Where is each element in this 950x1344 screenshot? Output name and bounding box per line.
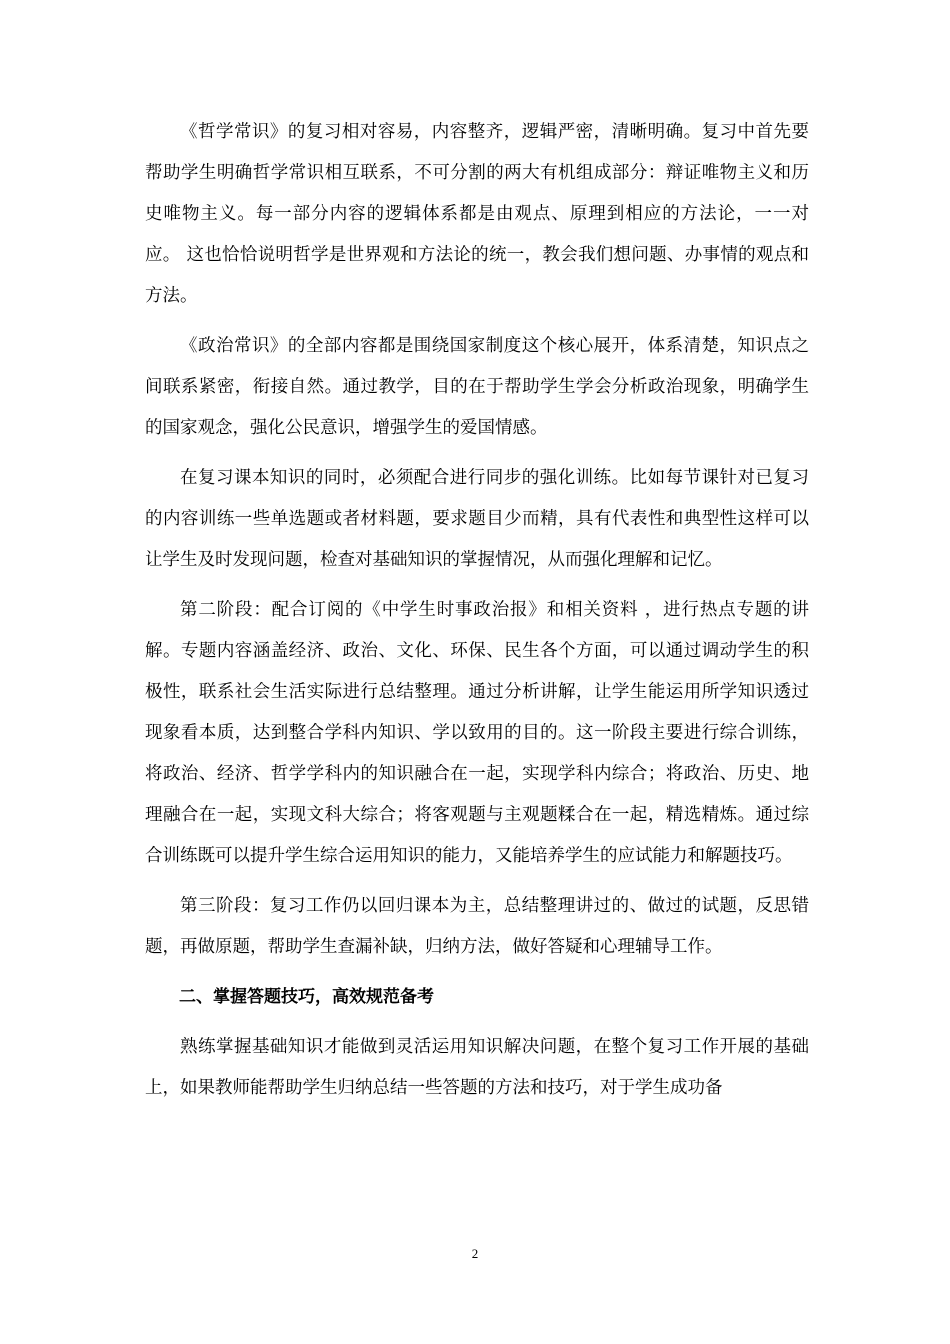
paragraph-stage-three: 第三阶段：复习工作仍以回归课本为主，总结整理讲过的、做过的试题，反思错题，再做原题，帮助学生查漏补缺，归纳方法，做好答疑和心理辅导工作。 <box>145 896 809 957</box>
paragraph-stage-two: 第二阶段：配合订阅的《中学生时事政治报》和相关资料 ，进行热点专题的讲解。专题内容涵盖经济、政治、文化、环保、民生各个方面，可以通过调动学生的积极性，联系社会生活实际进行总结整理。通过分析讲解，让学生能运用所学知识透过现象看本质，达到整合学科内知识、学以致用的目的。这一阶段主要进行综合训练，将政治、经济、哲学学科内的知识融合在一起，实现学科内综合；将政治、历史、地理融合在一起，实现文科大综合；将客观题与主观题糅合在一起，精选精炼。通过综合训练既可以提升学生综合运用知识的能力，又能培养学生的应试能力和解题技巧。 <box>145 600 809 866</box>
document-body <box>145 112 809 1118</box>
page-number: 2 <box>471 1246 479 1261</box>
paragraph-answer-skills: 熟练掌握基础知识才能做到灵活运用知识解决问题，在整个复习工作开展的基础上，如果教师能帮助学生归纳总结一些答题的方法和技巧，对于学生成功备 <box>145 1037 809 1098</box>
paragraph-politics: 《政治常识》的全部内容都是围绕国家制度这个核心展开，体系清楚，知识点之间联系紧密，衔接自然。通过教学，目的在于帮助学生学会分析政治现象，明确学生的国家观念，强化公民意识，增强学生的爱国情感。 <box>145 336 809 438</box>
paragraph-training: 在复习课本知识的同时，必须配合进行同步的强化训练。比如每节课针对已复习的内容训练一些单选题或者材料题，要求题目少而精，具有代表性和典型性这样可以让学生及时发现问题，检查对基础知识的掌握情况，从而强化理解和记忆。 <box>145 468 809 570</box>
paragraph-philosophy: 《哲学常识》的复习相对容易，内容整齐，逻辑严密，清晰明确。复习中首先要帮助学生明确哲学常识相互联系，不可分割的两大有机组成部分：辩证唯物主义和历史唯物主义。每一部分内容的逻辑体系都是由观点、原理到相应的方法论，一一对应。 这也恰恰说明哲学是世界观和方法论的统一，教会我们想问题、办事情的观点和方法。 <box>145 122 809 306</box>
section-heading: 二、掌握答题技巧，高效规范备考 <box>179 987 434 1007</box>
